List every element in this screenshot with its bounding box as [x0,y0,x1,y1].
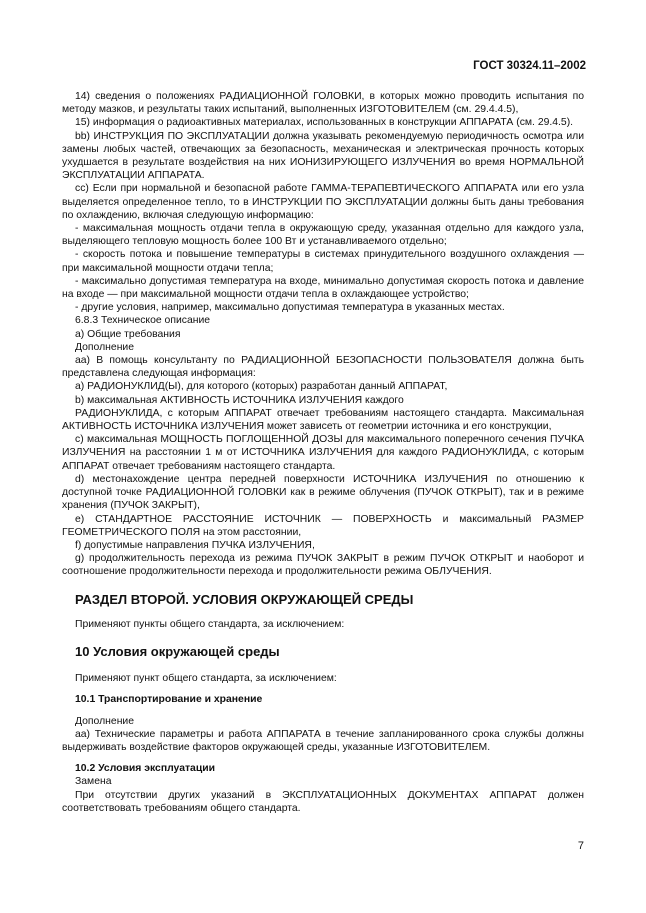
paragraph: 15) информация о радиоактивных материалах, использованных в конструкции АППАРАТА (см. 29.4.5). [75,117,574,129]
clause-intro: Применяют пункт общего стандарта, за исключением: [75,673,337,685]
paragraph: g) продолжительность перехода из режима ПУЧОК ЗАКРЫТ в режим ПУЧОК ОТКРЫТ и наоборот и соотношение продолжительности перехода и продолжительности режима ОБЛУЧЕНИЯ. [62,553,584,578]
paragraph: f) допустимые направления ПУЧКА ИЗЛУЧЕНИЯ, [75,539,315,551]
clause-title: 10 Условия окружающей среды [75,643,280,659]
paragraph: - максимальная мощность отдачи тепла в окружающую среду, указанная отдельно для каждого узла, выделяющего тепловую мощность более 100 Вт и устанавливаемого отдельно; [62,223,584,248]
paragraph: - скорость потока и повышение температуры в системах принудительного воздушного охлаждения — при максимальной мощности отдачи тепла; [62,249,584,274]
paragraph: b) максимальная АКТИВНОСТЬ ИСТОЧНИКА ИЗЛУЧЕНИЯ каждого [75,394,404,406]
paragraph: РАДИОНУКЛИДА, с которым АППАРАТ отвечает требованиям настоящего стандарта. Максимальная АКТИВНОСТЬ ИСТОЧНИКА ИЗЛУЧЕНИЯ может зависеть от геометрии источника и его конструкции, [62,407,584,433]
paragraph: а) Общие требования [75,328,181,340]
paragraph: а) РАДИОНУКЛИД(Ы), для которого (которых) разработан данный АППАРАТ, [75,381,448,393]
paragraph: Замена [75,776,112,788]
page-body [62,90,584,815]
paragraph: d) местонахождение центра передней поверхности ИСТОЧНИКА ИЗЛУЧЕНИЯ по отношению к доступной точке РАДИАЦИОННОЙ ГОЛОВКИ как в режиме облучения (ПУЧОК ОТКРЫТ), так и в режиме хранения (ПУЧОК ЗАКРЫТ), [62,473,584,512]
section-title: РАЗДЕЛ ВТОРОЙ. УСЛОВИЯ ОКРУЖАЮЩЕЙ СРЕДЫ [75,591,414,607]
paragraph: Дополнение [75,715,135,727]
paragraph: - другие условия, например, максимально допустимая температура в указанных местах. [75,302,505,314]
paragraph: 14) сведения о положениях РАДИАЦИОННОЙ ГОЛОВКИ, в которых можно проводить испытания по методу мазков, и результаты таких испытаний, выполненных ИЗГОТОВИТЕЛЕМ (см. 29.4.4.5), [62,91,584,116]
paragraph: аа) В помощь консультанту по РАДИАЦИОННОЙ БЕЗОПАСНОСТИ ПОЛЬЗОВАТЕЛЯ должна быть представлена следующая информация: [62,355,584,380]
page-number: 7 [577,840,584,852]
document-code: ГОСТ 30324.11–2002 [473,60,586,72]
subclause-title: 10.2 Условия эксплуатации [75,763,216,775]
paragraph: cc) Если при нормальной и безопасной работе ГАММА-ТЕРАПЕВТИЧЕСКОГО АППАРАТА или его узла выделяется определенное тепло, то в ИНСТРУКЦИИ ПО ЭКСПЛУАТАЦИИ должны быть даны требования по охлаждению, включая следующую информацию: [62,183,584,221]
section-intro: Применяют пункты общего стандарта, за исключением: [75,618,345,630]
paragraph: аа) Технические параметры и работа АППАРАТА в течение запланированного срока службы должны выдерживать воздействие факторов окружающей среды, указанные ИЗГОТОВИТЕЛЕМ. [62,728,584,753]
paragraph: е) СТАНДАРТНОЕ РАССТОЯНИЕ ИСТОЧНИК — ПОВЕРХНОСТЬ и максимальный РАЗМЕР ГЕОМЕТРИЧЕСКОГО ПОЛЯ на этом расстоянии, [62,513,584,538]
paragraph: - максимально допустимая температура на входе, минимально допустимая скорость потока и давление на входе — при максимальной мощности отдачи тепла в охлаждающее устройство; [62,275,584,301]
paragraph: bb) ИНСТРУКЦИЯ ПО ЭКСПЛУАТАЦИИ должна указывать рекомендуемую периодичность осмотра или замены любых частей, отвечающих за безопасность, механическая и электрическая прочность которых ухудшается в результате воздействия на них ИОНИЗИРУЮЩЕГО ИЗЛУЧЕНИЯ во время НОРМАЛЬНОЙ ЭКСПЛУАТАЦИИ АППАРАТА. [62,130,584,182]
paragraph: При отсутствии других указаний в ЭКСПЛУАТАЦИОННЫХ ДОКУМЕНТАХ АППАРАТ должен соответствовать требованиям общего стандарта. [62,789,584,814]
subclause-title: 10.1 Транспортирование и хранение [75,694,263,706]
paragraph: Дополнение [75,341,135,353]
paragraph: с) максимальная МОЩНОСТЬ ПОГЛОЩЕННОЙ ДОЗЫ для максимального поперечного сечения ПУЧКА ИЗЛУЧЕНИЯ на расстоянии 1 м от ИСТОЧНИКА ИЗЛУЧЕНИЯ для каждого РАДИОНУКЛИДА, с которым АППАРАТ отвечает требованиям настоящего стандарта. [62,434,584,472]
paragraph: 6.8.3 Техническое описание [75,315,211,327]
